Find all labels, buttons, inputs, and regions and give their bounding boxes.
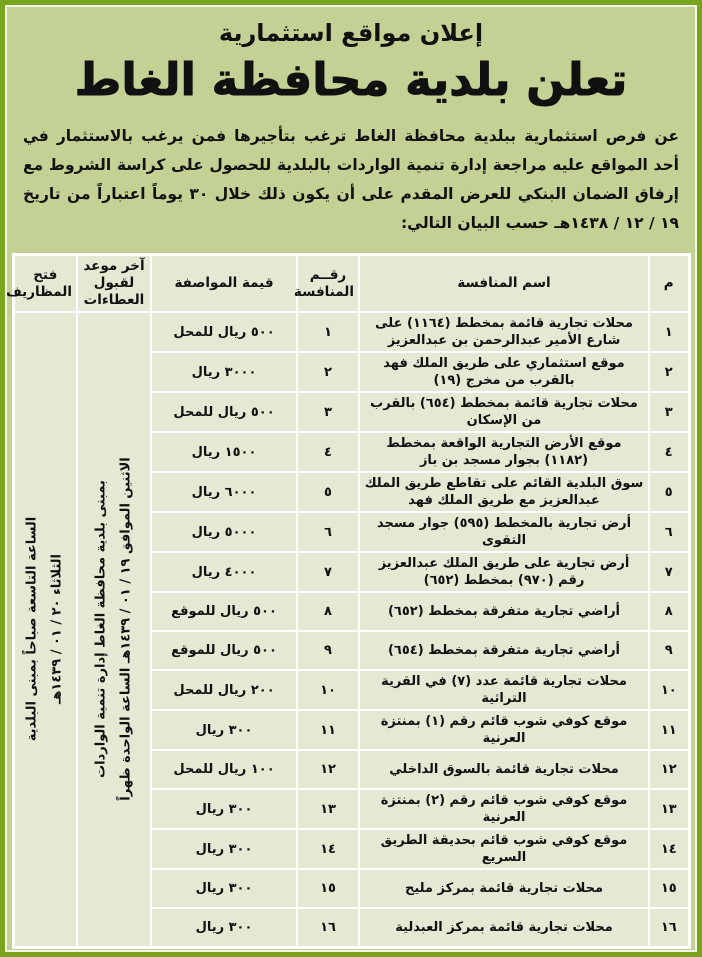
bid-deadline-text — [92, 457, 137, 801]
bid-deadline-cell — [77, 312, 151, 947]
serial-cell: ١ — [649, 312, 689, 352]
table-header-row — [13, 255, 689, 313]
serial-cell: ٥ — [649, 472, 689, 512]
competition-number-cell: ٣ — [297, 392, 359, 432]
competition-name-cell: موقع استثماري على طريق الملك فهد بالقرب من مخرج (١٩) — [359, 352, 649, 392]
competition-name-cell: محلات تجارية قائمة بمركز العبدلية — [359, 908, 649, 947]
spec-value-cell: ٢٠٠ ريال للمحل — [151, 670, 297, 710]
col-header-spec-value: قيمة المواصفة — [151, 255, 297, 313]
competition-name-cell: أراضي تجارية متفرقة بمخطط (٦٥٢) — [359, 592, 649, 631]
col-header-competition-name: اسم المنافسة — [359, 255, 649, 313]
serial-cell: ١٢ — [649, 750, 689, 789]
col-header-competition-number: رقــم المنافسة — [297, 255, 359, 313]
spec-value-cell: ٤٠٠٠ ريال — [151, 552, 297, 592]
serial-cell: ١١ — [649, 710, 689, 750]
spec-value-cell: ٥٠٠ ريال للموقع — [151, 592, 297, 631]
competition-name-cell: أراضي تجارية متفرقة بمخطط (٦٥٤) — [359, 631, 649, 670]
competition-number-cell: ٤ — [297, 432, 359, 472]
spec-value-cell: ٣٠٠٠ ريال — [151, 352, 297, 392]
page-title: تعلن بلدية محافظة الغاط — [74, 53, 628, 106]
spec-value-cell: ٣٠٠ ريال — [151, 869, 297, 908]
serial-cell: ١٣ — [649, 789, 689, 829]
competition-number-cell: ١٦ — [297, 908, 359, 947]
competition-name-cell: أرض تجارية على طريق الملك عبدالعزيز رقم (٩٧٠) بمخطط (٦٥٢) — [359, 552, 649, 592]
spec-value-cell: ٥٠٠ ريال للمحل — [151, 392, 297, 432]
competition-number-cell: ٢ — [297, 352, 359, 392]
spec-value-cell: ٦٠٠٠ ريال — [151, 472, 297, 512]
spec-value-cell: ٥٠٠ ريال للمحل — [151, 312, 297, 352]
serial-cell: ١٥ — [649, 869, 689, 908]
competition-number-cell: ٨ — [297, 592, 359, 631]
competition-name-cell: موقع الأرض التجارية الواقعة بمخطط (١١٨٢) بجوار مسجد بن باز — [359, 432, 649, 472]
competition-name-cell: أرض تجارية بالمخطط (٥٩٥) جوار مسجد التقوى — [359, 512, 649, 552]
envelope-opening-line2: الساعة التاسعة صباحاً بمبنى البلدية — [24, 517, 40, 742]
spec-value-cell: ١٥٠٠ ريال — [151, 432, 297, 472]
competition-name-cell: محلات تجارية قائمة بالسوق الداخلي — [359, 750, 649, 789]
col-header-bid-deadline: آخر موعد لقبول العطاءات — [77, 255, 151, 313]
serial-cell: ٧ — [649, 552, 689, 592]
bid-deadline-line2: بمبنى بلدية محافظة الغاط إدارة تنمية الواردات — [93, 480, 109, 779]
spec-value-cell: ٥٠٠٠ ريال — [151, 512, 297, 552]
competition-name-cell: سوق البلدية القائم على تقاطع طريق الملك عبدالعزيز مع طريق الملك فهد — [359, 472, 649, 512]
spec-value-cell: ٣٠٠ ريال — [151, 908, 297, 947]
competition-name-cell: موقع كوفي شوب قائم بحديقة الطريق السريع — [359, 829, 649, 869]
competition-number-cell: ١٢ — [297, 750, 359, 789]
competition-name-cell: محلات تجارية قائمة بمخطط (١١٦٤) على شارع الأمير عبدالرحمن بن عبدالعزيز — [359, 312, 649, 352]
competition-name-cell: موقع كوفي شوب قائم رقم (١) بمنتزة العرنية — [359, 710, 649, 750]
serial-cell: ٨ — [649, 592, 689, 631]
spec-value-cell: ٥٠٠ ريال للموقع — [151, 631, 297, 670]
serial-cell: ٣ — [649, 392, 689, 432]
competition-number-cell: ٩ — [297, 631, 359, 670]
competition-number-cell: ٥ — [297, 472, 359, 512]
table-row — [13, 312, 689, 352]
intro-paragraph: عن فرص استثمارية ببلدية محافظة الغاط ترغب بتأجيرها فمن يرغب بالاستثمار في أحد المواقع عليه مراجعة إدارة تنمية الواردات بالبلدية للحصول على كراسة الشروط مع إرفاق الضمان البنكي للعرض المقدم على أن يكون ذلك خلال ٣٠ يوماً اعتباراً من تاريخ ١٩ / ١٢ / ١٤٣٨هـ حسب البيان التالي: — [23, 127, 679, 232]
bid-deadline-line1: الاثنين الموافق ١٩ / ٠١ / ١٤٣٩هـ الساعة الواحدة ظهراً — [118, 457, 134, 802]
spec-value-cell: ٣٠٠ ريال — [151, 829, 297, 869]
competition-name-cell: موقع كوفي شوب قائم رقم (٢) بمنتزة العرنية — [359, 789, 649, 829]
competition-number-cell: ١ — [297, 312, 359, 352]
competition-number-cell: ١٥ — [297, 869, 359, 908]
envelope-opening-line1: الثلاثاء ٢٠ / ٠١ / ١٤٣٩هـ — [49, 554, 65, 705]
spec-value-cell: ٣٠٠ ريال — [151, 710, 297, 750]
competition-number-cell: ١٠ — [297, 670, 359, 710]
serial-cell: ٢ — [649, 352, 689, 392]
announcement-kicker: إعلان مواقع استثمارية — [218, 19, 484, 47]
serial-cell: ٩ — [649, 631, 689, 670]
competition-name-cell: محلات تجارية قائمة بمخطط (٦٥٤) بالقرب من الإسكان — [359, 392, 649, 432]
col-header-serial: م — [649, 255, 689, 313]
serial-cell: ١٤ — [649, 829, 689, 869]
competition-number-cell: ٦ — [297, 512, 359, 552]
envelope-opening-cell — [13, 312, 77, 947]
competition-number-cell: ١٤ — [297, 829, 359, 869]
competition-number-cell: ١١ — [297, 710, 359, 750]
investment-table — [6, 253, 691, 949]
competition-name-cell: محلات تجارية قائمة بمركز مليح — [359, 869, 649, 908]
serial-cell: ٦ — [649, 512, 689, 552]
serial-cell: ٤ — [649, 432, 689, 472]
serial-cell: ١٦ — [649, 908, 689, 947]
envelope-opening-text — [23, 517, 68, 741]
spec-value-cell: ١٠٠ ريال للمحل — [151, 750, 297, 789]
serial-cell: ١٠ — [649, 670, 689, 710]
competition-number-cell: ١٣ — [297, 789, 359, 829]
col-header-envelope-opening: فتح المظاريف — [13, 255, 77, 313]
competition-number-cell: ٧ — [297, 552, 359, 592]
competition-name-cell: محلات تجارية قائمة عدد (٧) في القرية التراثية — [359, 670, 649, 710]
spec-value-cell: ٣٠٠ ريال — [151, 789, 297, 829]
